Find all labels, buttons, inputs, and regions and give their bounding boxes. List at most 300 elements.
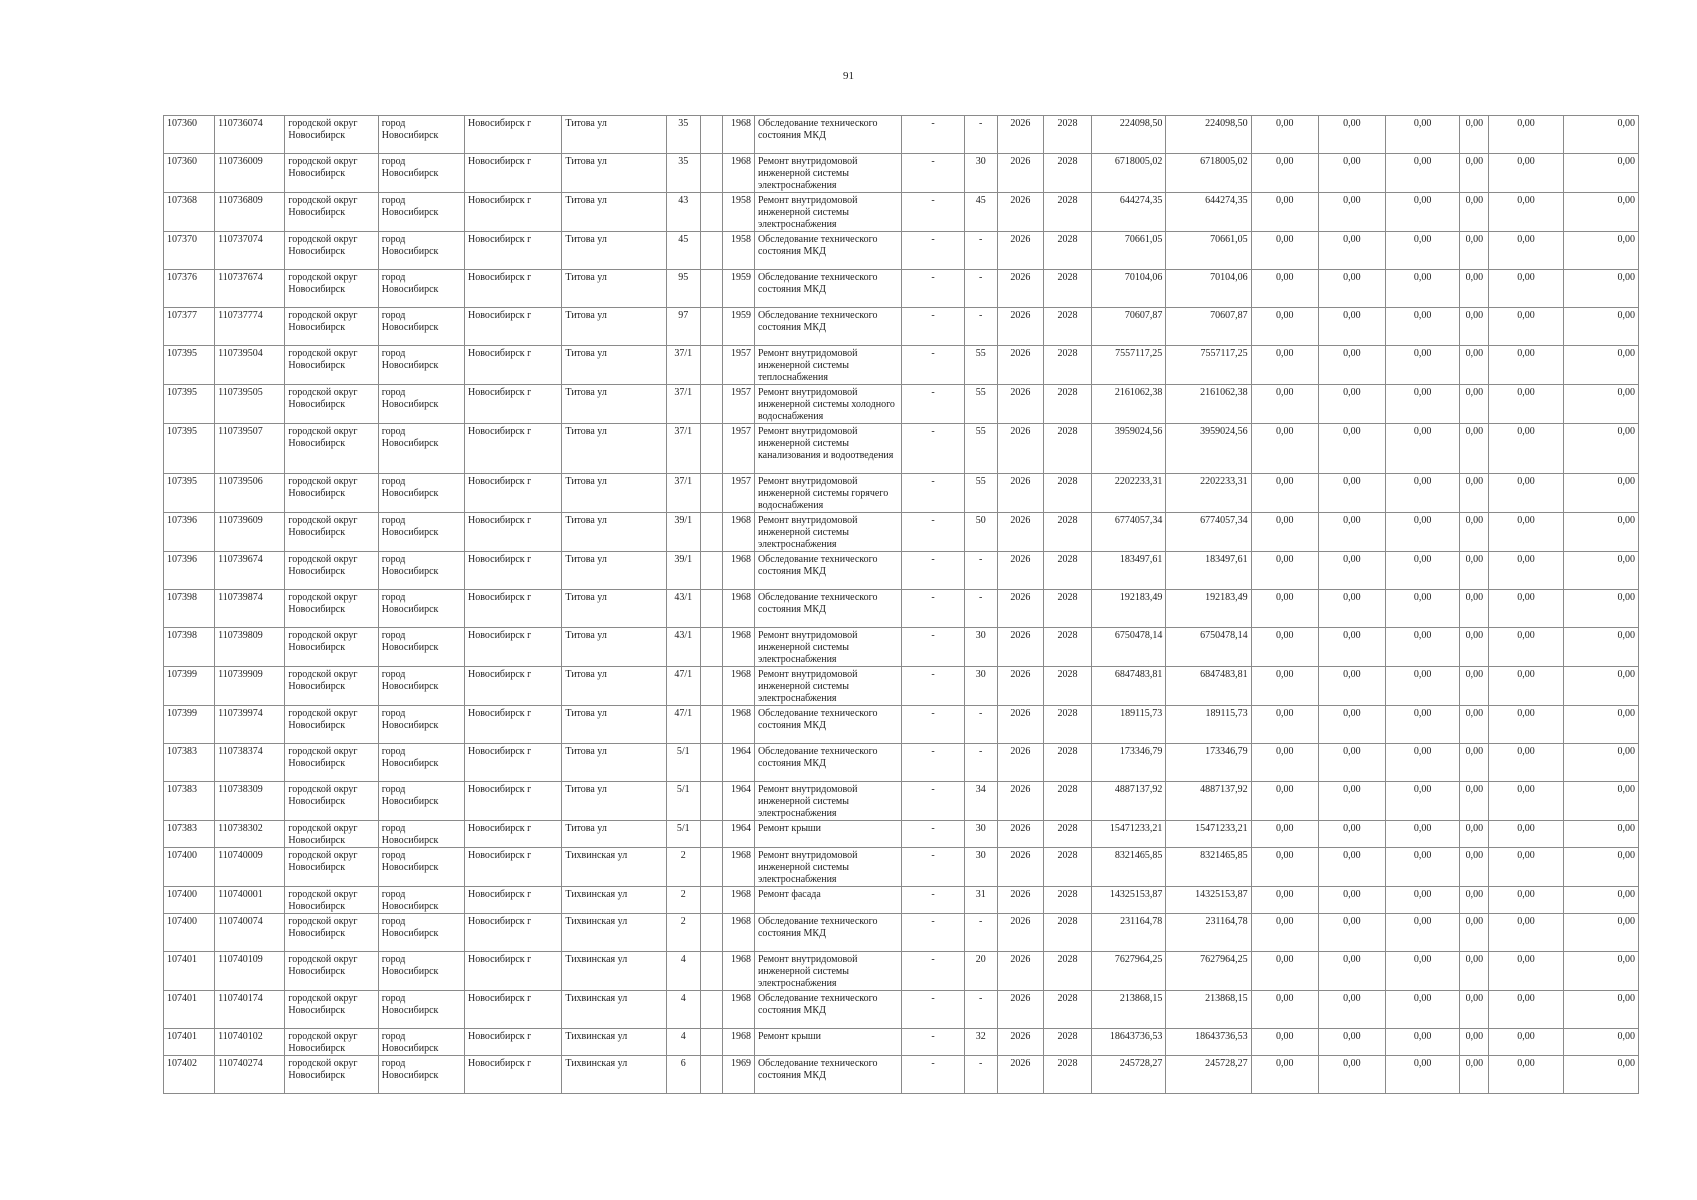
cell-work: Обследование технического состояния МКД bbox=[754, 590, 902, 628]
cell-work: Обследование технического состояния МКД bbox=[754, 914, 902, 952]
cell-end-year: 2028 bbox=[1043, 1056, 1091, 1094]
cell-zero-d: 0,00 bbox=[1460, 590, 1489, 628]
cell-zero-c: 0,00 bbox=[1386, 1056, 1460, 1094]
cell-zero-f: 0,00 bbox=[1563, 848, 1638, 887]
cell-zero-a: 0,00 bbox=[1251, 193, 1318, 232]
cell-locality: Новосибирск г bbox=[465, 552, 562, 590]
cell-okrug: городской округ Новосибирск bbox=[285, 914, 378, 952]
cell-city: город Новосибирск bbox=[378, 193, 464, 232]
cell-id: 107395 bbox=[164, 385, 215, 424]
cell-street: Тихвинская ул bbox=[562, 914, 666, 952]
cell-year: 1968 bbox=[722, 116, 754, 154]
cell-year: 1964 bbox=[722, 782, 754, 821]
cell-okrug: городской округ Новосибирск bbox=[285, 782, 378, 821]
cell-zero-e: 0,00 bbox=[1489, 552, 1563, 590]
cell-start-year: 2026 bbox=[997, 628, 1043, 667]
cell-zero-d: 0,00 bbox=[1460, 270, 1489, 308]
cell-letter bbox=[700, 474, 722, 513]
cell-work: Обследование технического состояния МКД bbox=[754, 991, 902, 1029]
cell-code: 110740109 bbox=[215, 952, 285, 991]
cell-dash: - bbox=[902, 154, 964, 193]
cell-street: Титова ул bbox=[562, 744, 666, 782]
cell-year: 1968 bbox=[722, 552, 754, 590]
cell-zero-b: 0,00 bbox=[1318, 385, 1385, 424]
cell-work: Ремонт внутридомовой инженерной системы электроснабжения bbox=[754, 848, 902, 887]
page-number: 91 bbox=[843, 70, 854, 82]
cell-zero-c: 0,00 bbox=[1386, 193, 1460, 232]
cell-letter bbox=[700, 782, 722, 821]
cell-zero-f: 0,00 bbox=[1563, 1029, 1638, 1056]
cell-end-year: 2028 bbox=[1043, 154, 1091, 193]
cell-zero-e: 0,00 bbox=[1489, 154, 1563, 193]
table-row bbox=[164, 232, 1639, 270]
cell-end-year: 2028 bbox=[1043, 590, 1091, 628]
cell-zero-d: 0,00 bbox=[1460, 848, 1489, 887]
cell-zero-a: 0,00 bbox=[1251, 424, 1318, 474]
cell-letter bbox=[700, 667, 722, 706]
cell-locality: Новосибирск г bbox=[465, 116, 562, 154]
table-row bbox=[164, 782, 1639, 821]
cell-start-year: 2026 bbox=[997, 744, 1043, 782]
cell-locality: Новосибирск г bbox=[465, 590, 562, 628]
cell-wear: 32 bbox=[964, 1029, 997, 1056]
cell-zero-f: 0,00 bbox=[1563, 193, 1638, 232]
cell-work: Обследование технического состояния МКД bbox=[754, 116, 902, 154]
cell-zero-a: 0,00 bbox=[1251, 552, 1318, 590]
cell-cost-fund: 70661,05 bbox=[1166, 232, 1251, 270]
cell-code: 110739507 bbox=[215, 424, 285, 474]
cell-letter bbox=[700, 706, 722, 744]
cell-start-year: 2026 bbox=[997, 308, 1043, 346]
cell-street: Титова ул bbox=[562, 116, 666, 154]
cell-end-year: 2028 bbox=[1043, 424, 1091, 474]
cell-zero-a: 0,00 bbox=[1251, 744, 1318, 782]
cell-house: 35 bbox=[666, 116, 700, 154]
cell-zero-a: 0,00 bbox=[1251, 887, 1318, 914]
cell-zero-c: 0,00 bbox=[1386, 821, 1460, 848]
cell-city: город Новосибирск bbox=[378, 952, 464, 991]
cell-code: 110739874 bbox=[215, 590, 285, 628]
cell-zero-f: 0,00 bbox=[1563, 914, 1638, 952]
table-row bbox=[164, 308, 1639, 346]
table-row bbox=[164, 667, 1639, 706]
cell-id: 107402 bbox=[164, 1056, 215, 1094]
cell-zero-f: 0,00 bbox=[1563, 991, 1638, 1029]
cell-zero-b: 0,00 bbox=[1318, 1029, 1385, 1056]
cell-id: 107370 bbox=[164, 232, 215, 270]
cell-dash: - bbox=[902, 1056, 964, 1094]
cell-year: 1968 bbox=[722, 628, 754, 667]
cell-dash: - bbox=[902, 193, 964, 232]
cell-end-year: 2028 bbox=[1043, 270, 1091, 308]
cell-wear: - bbox=[964, 270, 997, 308]
cell-work: Обследование технического состояния МКД bbox=[754, 232, 902, 270]
cell-zero-b: 0,00 bbox=[1318, 513, 1385, 552]
cell-wear: 30 bbox=[964, 821, 997, 848]
cell-zero-d: 0,00 bbox=[1460, 952, 1489, 991]
cell-letter bbox=[700, 628, 722, 667]
cell-locality: Новосибирск г bbox=[465, 1056, 562, 1094]
cell-wear: - bbox=[964, 116, 997, 154]
cell-zero-c: 0,00 bbox=[1386, 346, 1460, 385]
cell-letter bbox=[700, 308, 722, 346]
cell-zero-e: 0,00 bbox=[1489, 193, 1563, 232]
cell-id: 107400 bbox=[164, 914, 215, 952]
cell-okrug: городской округ Новосибирск bbox=[285, 474, 378, 513]
cell-zero-b: 0,00 bbox=[1318, 628, 1385, 667]
cell-zero-e: 0,00 bbox=[1489, 474, 1563, 513]
cell-year: 1968 bbox=[722, 848, 754, 887]
cell-work: Ремонт внутридомовой инженерной системы электроснабжения bbox=[754, 193, 902, 232]
cell-cost-fund: 2202233,31 bbox=[1166, 474, 1251, 513]
cell-house: 37/1 bbox=[666, 385, 700, 424]
cell-zero-a: 0,00 bbox=[1251, 848, 1318, 887]
cell-city: город Новосибирск bbox=[378, 628, 464, 667]
cell-zero-e: 0,00 bbox=[1489, 346, 1563, 385]
cell-year: 1968 bbox=[722, 590, 754, 628]
cell-house: 47/1 bbox=[666, 667, 700, 706]
cell-cost-fund: 189115,73 bbox=[1166, 706, 1251, 744]
cell-street: Титова ул bbox=[562, 270, 666, 308]
cell-cost-total: 70104,06 bbox=[1092, 270, 1166, 308]
cell-zero-e: 0,00 bbox=[1489, 513, 1563, 552]
cell-cost-fund: 231164,78 bbox=[1166, 914, 1251, 952]
cell-cost-fund: 3959024,56 bbox=[1166, 424, 1251, 474]
cell-cost-total: 6774057,34 bbox=[1092, 513, 1166, 552]
cell-start-year: 2026 bbox=[997, 116, 1043, 154]
table-row bbox=[164, 848, 1639, 887]
cell-dash: - bbox=[902, 628, 964, 667]
cell-end-year: 2028 bbox=[1043, 628, 1091, 667]
cell-dash: - bbox=[902, 474, 964, 513]
cell-id: 107401 bbox=[164, 1029, 215, 1056]
cell-zero-a: 0,00 bbox=[1251, 628, 1318, 667]
cell-house: 43/1 bbox=[666, 590, 700, 628]
cell-zero-c: 0,00 bbox=[1386, 628, 1460, 667]
cell-year: 1958 bbox=[722, 193, 754, 232]
cell-code: 110740001 bbox=[215, 887, 285, 914]
cell-year: 1957 bbox=[722, 346, 754, 385]
cell-dash: - bbox=[902, 1029, 964, 1056]
cell-dash: - bbox=[902, 590, 964, 628]
cell-zero-f: 0,00 bbox=[1563, 887, 1638, 914]
cell-zero-f: 0,00 bbox=[1563, 952, 1638, 991]
cell-zero-e: 0,00 bbox=[1489, 590, 1563, 628]
cell-zero-b: 0,00 bbox=[1318, 744, 1385, 782]
cell-zero-e: 0,00 bbox=[1489, 270, 1563, 308]
cell-zero-d: 0,00 bbox=[1460, 821, 1489, 848]
cell-street: Титова ул bbox=[562, 474, 666, 513]
cell-okrug: городской округ Новосибирск bbox=[285, 821, 378, 848]
cell-wear: 50 bbox=[964, 513, 997, 552]
cell-code: 110739504 bbox=[215, 346, 285, 385]
cell-cost-total: 189115,73 bbox=[1092, 706, 1166, 744]
cell-city: город Новосибирск bbox=[378, 116, 464, 154]
cell-zero-f: 0,00 bbox=[1563, 346, 1638, 385]
cell-cost-total: 183497,61 bbox=[1092, 552, 1166, 590]
cell-street: Титова ул bbox=[562, 590, 666, 628]
cell-zero-a: 0,00 bbox=[1251, 385, 1318, 424]
cell-locality: Новосибирск г bbox=[465, 848, 562, 887]
cell-cost-fund: 245728,27 bbox=[1166, 1056, 1251, 1094]
cell-house: 35 bbox=[666, 154, 700, 193]
cell-work: Ремонт внутридомовой инженерной системы электроснабжения bbox=[754, 513, 902, 552]
cell-locality: Новосибирск г bbox=[465, 887, 562, 914]
cell-letter bbox=[700, 887, 722, 914]
registry-table-body bbox=[164, 116, 1639, 1094]
cell-letter bbox=[700, 952, 722, 991]
cell-cost-total: 231164,78 bbox=[1092, 914, 1166, 952]
cell-work: Обследование технического состояния МКД bbox=[754, 706, 902, 744]
cell-code: 110739674 bbox=[215, 552, 285, 590]
cell-zero-f: 0,00 bbox=[1563, 782, 1638, 821]
cell-cost-fund: 2161062,38 bbox=[1166, 385, 1251, 424]
cell-wear: 31 bbox=[964, 887, 997, 914]
cell-zero-b: 0,00 bbox=[1318, 991, 1385, 1029]
cell-dash: - bbox=[902, 232, 964, 270]
table-row bbox=[164, 513, 1639, 552]
cell-zero-e: 0,00 bbox=[1489, 1056, 1563, 1094]
cell-zero-f: 0,00 bbox=[1563, 667, 1638, 706]
cell-city: город Новосибирск bbox=[378, 346, 464, 385]
cell-street: Титова ул bbox=[562, 782, 666, 821]
cell-letter bbox=[700, 1029, 722, 1056]
cell-okrug: городской округ Новосибирск bbox=[285, 424, 378, 474]
cell-street: Тихвинская ул bbox=[562, 848, 666, 887]
cell-cost-fund: 644274,35 bbox=[1166, 193, 1251, 232]
cell-city: город Новосибирск bbox=[378, 232, 464, 270]
cell-zero-d: 0,00 bbox=[1460, 474, 1489, 513]
cell-code: 110739609 bbox=[215, 513, 285, 552]
cell-zero-c: 0,00 bbox=[1386, 744, 1460, 782]
cell-start-year: 2026 bbox=[997, 424, 1043, 474]
cell-year: 1964 bbox=[722, 744, 754, 782]
cell-zero-c: 0,00 bbox=[1386, 474, 1460, 513]
table-row bbox=[164, 887, 1639, 914]
cell-work: Ремонт крыши bbox=[754, 1029, 902, 1056]
cell-cost-fund: 70607,87 bbox=[1166, 308, 1251, 346]
table-row bbox=[164, 706, 1639, 744]
cell-end-year: 2028 bbox=[1043, 1029, 1091, 1056]
cell-end-year: 2028 bbox=[1043, 193, 1091, 232]
cell-street: Титова ул bbox=[562, 154, 666, 193]
cell-okrug: городской округ Новосибирск bbox=[285, 887, 378, 914]
table-row bbox=[164, 821, 1639, 848]
cell-start-year: 2026 bbox=[997, 952, 1043, 991]
cell-zero-d: 0,00 bbox=[1460, 1029, 1489, 1056]
cell-id: 107400 bbox=[164, 848, 215, 887]
cell-locality: Новосибирск г bbox=[465, 232, 562, 270]
cell-work: Обследование технического состояния МКД bbox=[754, 308, 902, 346]
cell-cost-total: 224098,50 bbox=[1092, 116, 1166, 154]
cell-cost-fund: 6847483,81 bbox=[1166, 667, 1251, 706]
cell-year: 1959 bbox=[722, 270, 754, 308]
cell-locality: Новосибирск г bbox=[465, 667, 562, 706]
cell-code: 110739809 bbox=[215, 628, 285, 667]
cell-start-year: 2026 bbox=[997, 346, 1043, 385]
cell-dash: - bbox=[902, 706, 964, 744]
cell-code: 110737674 bbox=[215, 270, 285, 308]
cell-house: 45 bbox=[666, 232, 700, 270]
table-row bbox=[164, 154, 1639, 193]
cell-zero-d: 0,00 bbox=[1460, 385, 1489, 424]
cell-wear: - bbox=[964, 706, 997, 744]
cell-street: Титова ул bbox=[562, 706, 666, 744]
cell-cost-fund: 6774057,34 bbox=[1166, 513, 1251, 552]
cell-zero-d: 0,00 bbox=[1460, 193, 1489, 232]
table-row bbox=[164, 628, 1639, 667]
cell-zero-b: 0,00 bbox=[1318, 232, 1385, 270]
cell-work: Обследование технического состояния МКД bbox=[754, 1056, 902, 1094]
cell-city: город Новосибирск bbox=[378, 308, 464, 346]
cell-okrug: городской округ Новосибирск bbox=[285, 193, 378, 232]
cell-zero-f: 0,00 bbox=[1563, 424, 1638, 474]
cell-locality: Новосибирск г bbox=[465, 744, 562, 782]
cell-wear: 30 bbox=[964, 667, 997, 706]
cell-locality: Новосибирск г bbox=[465, 474, 562, 513]
cell-zero-b: 0,00 bbox=[1318, 193, 1385, 232]
cell-okrug: городской округ Новосибирск bbox=[285, 552, 378, 590]
cell-dash: - bbox=[902, 116, 964, 154]
cell-end-year: 2028 bbox=[1043, 706, 1091, 744]
cell-code: 110739505 bbox=[215, 385, 285, 424]
cell-zero-c: 0,00 bbox=[1386, 154, 1460, 193]
cell-okrug: городской округ Новосибирск bbox=[285, 232, 378, 270]
cell-start-year: 2026 bbox=[997, 821, 1043, 848]
cell-letter bbox=[700, 270, 722, 308]
cell-code: 110739909 bbox=[215, 667, 285, 706]
table-row bbox=[164, 1056, 1639, 1094]
cell-cost-fund: 192183,49 bbox=[1166, 590, 1251, 628]
cell-start-year: 2026 bbox=[997, 914, 1043, 952]
cell-house: 4 bbox=[666, 1029, 700, 1056]
cell-wear: 45 bbox=[964, 193, 997, 232]
cell-letter bbox=[700, 848, 722, 887]
cell-zero-a: 0,00 bbox=[1251, 513, 1318, 552]
cell-year: 1969 bbox=[722, 1056, 754, 1094]
cell-city: город Новосибирск bbox=[378, 744, 464, 782]
cell-zero-e: 0,00 bbox=[1489, 991, 1563, 1029]
cell-locality: Новосибирск г bbox=[465, 991, 562, 1029]
cell-zero-f: 0,00 bbox=[1563, 154, 1638, 193]
cell-zero-c: 0,00 bbox=[1386, 232, 1460, 270]
cell-zero-b: 0,00 bbox=[1318, 1056, 1385, 1094]
cell-code: 110740074 bbox=[215, 914, 285, 952]
cell-locality: Новосибирск г bbox=[465, 952, 562, 991]
cell-zero-a: 0,00 bbox=[1251, 914, 1318, 952]
cell-year: 1957 bbox=[722, 385, 754, 424]
cell-wear: 30 bbox=[964, 628, 997, 667]
cell-zero-b: 0,00 bbox=[1318, 154, 1385, 193]
cell-end-year: 2028 bbox=[1043, 744, 1091, 782]
cell-city: город Новосибирск bbox=[378, 1029, 464, 1056]
cell-start-year: 2026 bbox=[997, 1029, 1043, 1056]
cell-start-year: 2026 bbox=[997, 270, 1043, 308]
cell-cost-total: 15471233,21 bbox=[1092, 821, 1166, 848]
table-row bbox=[164, 116, 1639, 154]
cell-house: 37/1 bbox=[666, 346, 700, 385]
cell-zero-b: 0,00 bbox=[1318, 474, 1385, 513]
cell-code: 110736074 bbox=[215, 116, 285, 154]
cell-id: 107383 bbox=[164, 782, 215, 821]
cell-cost-fund: 8321465,85 bbox=[1166, 848, 1251, 887]
cell-zero-f: 0,00 bbox=[1563, 590, 1638, 628]
cell-zero-b: 0,00 bbox=[1318, 308, 1385, 346]
cell-cost-total: 2202233,31 bbox=[1092, 474, 1166, 513]
cell-start-year: 2026 bbox=[997, 385, 1043, 424]
cell-letter bbox=[700, 116, 722, 154]
cell-cost-total: 213868,15 bbox=[1092, 991, 1166, 1029]
cell-zero-e: 0,00 bbox=[1489, 424, 1563, 474]
cell-id: 107398 bbox=[164, 628, 215, 667]
cell-start-year: 2026 bbox=[997, 513, 1043, 552]
cell-dash: - bbox=[902, 848, 964, 887]
table-row bbox=[164, 744, 1639, 782]
cell-work: Ремонт внутридомовой инженерной системы электроснабжения bbox=[754, 782, 902, 821]
cell-end-year: 2028 bbox=[1043, 308, 1091, 346]
cell-street: Тихвинская ул bbox=[562, 952, 666, 991]
cell-wear: 55 bbox=[964, 424, 997, 474]
cell-wear: 55 bbox=[964, 385, 997, 424]
cell-end-year: 2028 bbox=[1043, 667, 1091, 706]
cell-work: Ремонт внутридомовой инженерной системы электроснабжения bbox=[754, 154, 902, 193]
cell-zero-a: 0,00 bbox=[1251, 667, 1318, 706]
cell-work: Ремонт внутридомовой инженерной системы теплоснабжения bbox=[754, 346, 902, 385]
cell-street: Тихвинская ул bbox=[562, 1029, 666, 1056]
cell-street: Титова ул bbox=[562, 232, 666, 270]
cell-zero-c: 0,00 bbox=[1386, 952, 1460, 991]
cell-id: 107383 bbox=[164, 744, 215, 782]
cell-okrug: городской округ Новосибирск bbox=[285, 1029, 378, 1056]
cell-letter bbox=[700, 385, 722, 424]
cell-locality: Новосибирск г bbox=[465, 424, 562, 474]
cell-cost-total: 8321465,85 bbox=[1092, 848, 1166, 887]
cell-code: 110739506 bbox=[215, 474, 285, 513]
cell-zero-d: 0,00 bbox=[1460, 991, 1489, 1029]
cell-city: город Новосибирск bbox=[378, 914, 464, 952]
cell-locality: Новосибирск г bbox=[465, 270, 562, 308]
cell-zero-a: 0,00 bbox=[1251, 1056, 1318, 1094]
cell-letter bbox=[700, 744, 722, 782]
table-row bbox=[164, 424, 1639, 474]
cell-wear: - bbox=[964, 1056, 997, 1094]
cell-start-year: 2026 bbox=[997, 782, 1043, 821]
cell-id: 107401 bbox=[164, 991, 215, 1029]
table-row bbox=[164, 1029, 1639, 1056]
cell-code: 110736809 bbox=[215, 193, 285, 232]
cell-work: Обследование технического состояния МКД bbox=[754, 744, 902, 782]
cell-zero-c: 0,00 bbox=[1386, 782, 1460, 821]
cell-locality: Новосибирск г bbox=[465, 346, 562, 385]
cell-zero-b: 0,00 bbox=[1318, 667, 1385, 706]
cell-zero-e: 0,00 bbox=[1489, 782, 1563, 821]
cell-zero-c: 0,00 bbox=[1386, 914, 1460, 952]
cell-zero-c: 0,00 bbox=[1386, 385, 1460, 424]
cell-zero-d: 0,00 bbox=[1460, 552, 1489, 590]
table-row bbox=[164, 552, 1639, 590]
cell-zero-d: 0,00 bbox=[1460, 232, 1489, 270]
cell-letter bbox=[700, 552, 722, 590]
cell-locality: Новосибирск г bbox=[465, 782, 562, 821]
cell-cost-fund: 7627964,25 bbox=[1166, 952, 1251, 991]
cell-city: город Новосибирск bbox=[378, 706, 464, 744]
cell-zero-c: 0,00 bbox=[1386, 552, 1460, 590]
cell-start-year: 2026 bbox=[997, 848, 1043, 887]
cell-zero-c: 0,00 bbox=[1386, 590, 1460, 628]
cell-start-year: 2026 bbox=[997, 887, 1043, 914]
cell-zero-e: 0,00 bbox=[1489, 706, 1563, 744]
cell-end-year: 2028 bbox=[1043, 385, 1091, 424]
